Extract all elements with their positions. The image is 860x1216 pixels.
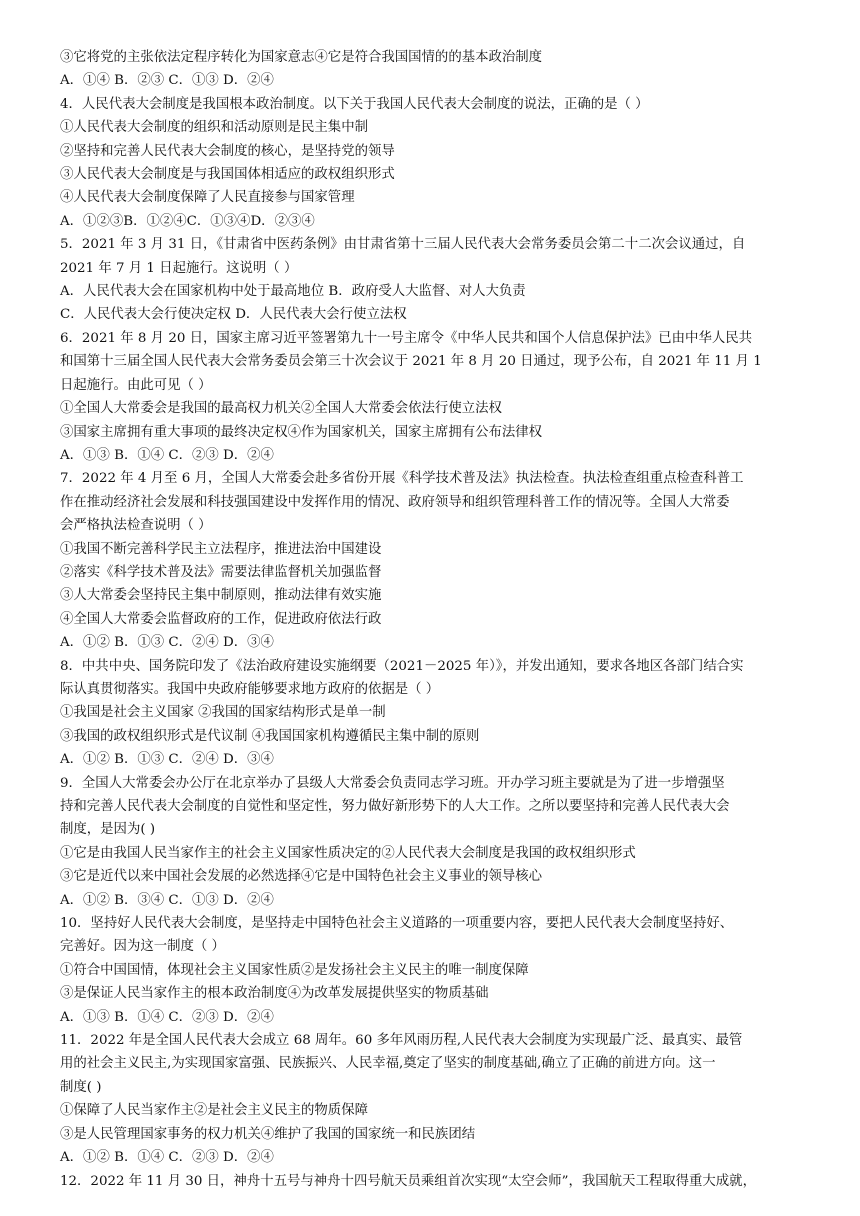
q4-answers: A．①②③B．①②④C．①③④D．②③④ — [60, 213, 315, 229]
q5-stem-line-2: 2021 年 7 月 1 日起施行。这说明（ ） — [60, 260, 298, 276]
q5-answers-cd: C．人民代表大会行使决定权 D．人民代表大会行使立法权 — [60, 307, 407, 323]
q11-options-34: ③是人民管理国家事务的权力机关④维护了我国的国家统一和民族团结 — [60, 1126, 476, 1142]
q10-options-12: ①符合中国国情，体现社会主义国家性质②是发扬社会主义民主的唯一制度保障 — [60, 962, 529, 978]
q9-stem-line-3: 制度，是因为( ) — [60, 822, 156, 838]
q9-stem-line-1: 9．全国人大常委会办公厅在北京举办了县级人大常委会负责同志学习班。开办学习班主要就是为了进一步增强坚 — [60, 775, 725, 791]
q3-option-line: ③它将党的主张依法定程序转化为国家意志④它是符合我国国情的的基本政治制度 — [60, 50, 543, 65]
q7-stem-line-1: 7．2022 年 4 月至 6 月，全国人大常委会赴多省份开展《科学技术普及法》执法检查。执法检查组重点检查科普工 — [60, 471, 744, 487]
q7-option-3: ③人大常委会坚持民主集中制原则，推动法律有效实施 — [60, 588, 382, 604]
q5-stem-line-1: 5．2021 年 3 月 31 日，《甘肃省中医药条例》由甘肃省第十三届人民代表大会常务委员会第二十二次会议通过，自 — [60, 237, 746, 253]
q8-stem-line-1: 8．中共中央、国务院印发了《法治政府建设实施纲要（2021－2025 年）》，并发出通知，要求各地区各部门结合实 — [60, 658, 744, 674]
q11-options-12: ①保障了人民当家作主②是社会主义民主的物质保障 — [60, 1103, 368, 1119]
q8-stem-line-2: 际认真贯彻落实。我国中央政府能够要求地方政府的依据是（ ） — [60, 681, 440, 697]
q8-answers: A．①② B．①③ C．②④ D．③④ — [60, 752, 274, 768]
q6-options-12: ①全国人大常委会是我国的最高权力机关②全国人大常委会依法行使立法权 — [60, 401, 502, 417]
q4-option-3: ③人民代表大会制度是与我国国体相适应的政权组织形式 — [60, 167, 395, 183]
q10-stem-line-2: 完善好。因为这一制度（ ） — [60, 939, 225, 955]
q11-stem-line-3: 制度( ) — [60, 1079, 102, 1095]
q7-stem-line-3: 会严格执法检查说明（ ） — [60, 518, 212, 534]
q11-stem-line-2: 用的社会主义民主,为实现国家富强、民族振兴、人民幸福,奠定了坚实的制度基础,确立了正确的前进方向。这一 — [60, 1056, 716, 1072]
q10-stem-line-1: 10．坚持好人民代表大会制度，是坚持走中国特色社会主义道路的一项重要内容，要把人民代表大会制度坚持好、 — [60, 916, 734, 932]
q11-answers: A．①② B．①④ C．②③ D．②④ — [60, 1150, 274, 1166]
q6-options-34: ③国家主席拥有重大事项的最终决定权④作为国家机关，国家主席拥有公布法律权 — [60, 424, 543, 440]
q7-answers: A．①② B．①③ C．②④ D．③④ — [60, 635, 274, 651]
q12-stem-line-1: 12．2022 年 11 月 30 日，神舟十五号与神舟十四号航天员乘组首次实现“太空会师”，我国航天工程取得重大成就， — [60, 1173, 756, 1189]
q8-options-12: ①我国是社会主义国家 ②我国的国家结构形式是单一制 — [60, 705, 386, 721]
q10-options-34: ③是保证人民当家作主的根本政治制度④为改革发展提供坚实的物质基础 — [60, 986, 489, 1002]
q7-option-4: ④全国人大常委会监督政府的工作，促进政府依法行政 — [60, 611, 382, 627]
q4-option-1: ①人民代表大会制度的组织和活动原则是民主集中制 — [60, 120, 368, 136]
q3-answers: A．①④ B．②③ C．①③ D．②④ — [60, 73, 274, 89]
q9-stem-line-2: 持和完善人民代表大会制度的自觉性和坚定性，努力做好新形势下的人大工作。之所以要坚持和完善人民代表大会 — [60, 799, 730, 814]
q4-option-4: ④人民代表大会制度保障了人民直接参与国家管理 — [60, 190, 355, 206]
q4-stem: 4．人民代表大会制度是我国根本政治制度。以下关于我国人民代表大会制度的说法，正确的是（ ） — [60, 96, 649, 112]
q7-stem-line-2: 作在推动经济社会发展和科技强国建设中发挥作用的情况、政府领导和组织管理科普工作的情况等。全国人大常委 — [60, 494, 730, 510]
q6-answers: A．①③ B．①④ C．②③ D．②④ — [60, 447, 274, 463]
q9-options-12: ①它是由我国人民当家作主的社会主义国家性质决定的②人民代表大会制度是我国的政权组织形式 — [60, 845, 636, 861]
q9-options-34: ③它是近代以来中国社会发展的必然选择④它是中国特色社会主义事业的领导核心 — [60, 869, 543, 885]
q7-option-2: ②落实《科学技术普及法》需要法律监督机关加强监督 — [60, 564, 382, 580]
q6-stem-line-1: 6．2021 年 8 月 20 日，国家主席习近平签署第九十一号主席令《中华人民共和国个人信息保护法》已由中华人民共 — [60, 330, 753, 346]
q8-options-34: ③我国的政权组织形式是代议制 ④我国国家机构遵循民主集中制的原则 — [60, 728, 480, 744]
q5-answers-ab: A．人民代表大会在国家机构中处于最高地位 B．政府受人大监督、对人大负责 — [60, 284, 526, 300]
q6-stem-line-2: 和国第十三届全国人民代表大会常务委员会第三十次会议于 2021 年 8 月 20 日通过，现予公布，自 2021 年 11 月 1 — [60, 354, 762, 370]
q7-option-1: ①我国不断完善科学民主立法程序，推进法治中国建设 — [60, 541, 382, 557]
q6-stem-line-3: 日起施行。由此可见（ ） — [60, 377, 212, 393]
q11-stem-line-1: 11．2022 年是全国人民代表大会成立 68 周年。60 多年风雨历程,人民代表大会制度为实现最广泛、最真实、最管 — [60, 1033, 743, 1049]
q4-option-2: ②坚持和完善人民代表大会制度的核心，是坚持党的领导 — [60, 143, 395, 159]
q10-answers: A．①③ B．①④ C．②③ D．②④ — [60, 1009, 274, 1025]
q9-answers: A．①② B．③④ C．①③ D．②④ — [60, 892, 274, 908]
